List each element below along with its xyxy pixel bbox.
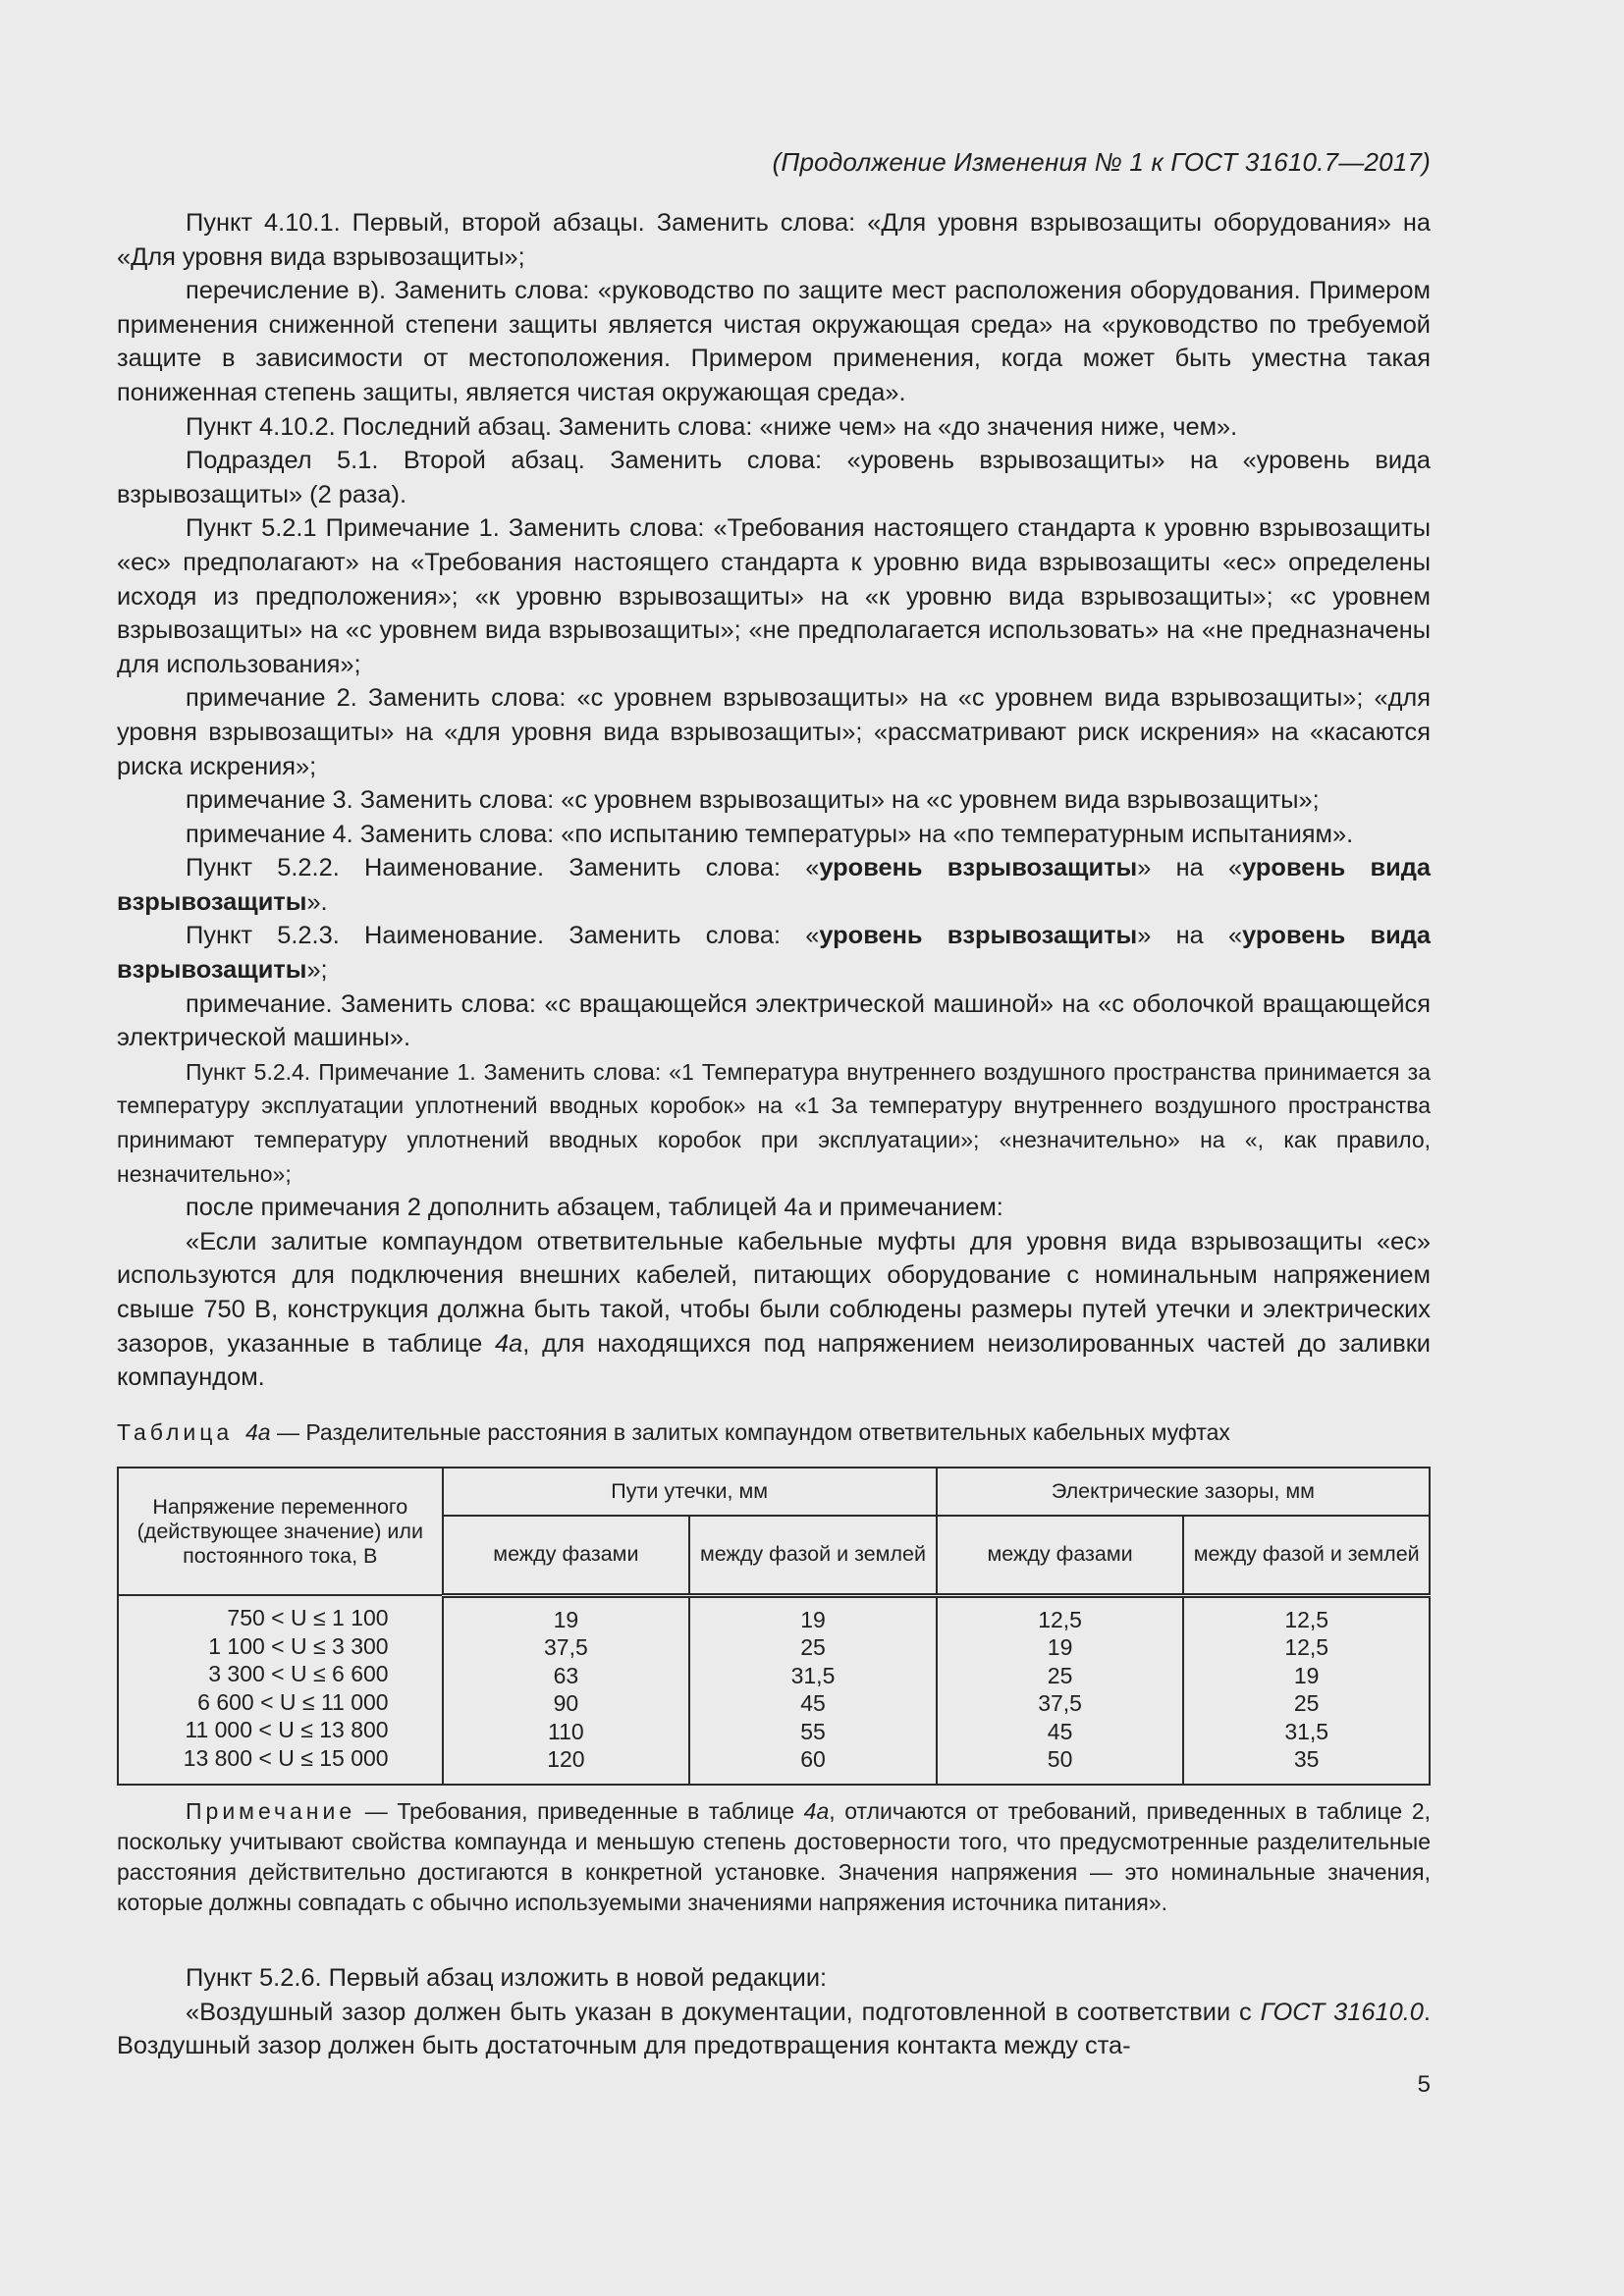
voltage-column [118, 1595, 443, 1785]
cell-clearance-phase-ground: 35 [1293, 1746, 1320, 1773]
text-run: Пункт 5.2.2. Наименование. Заменить слова: « [186, 854, 820, 882]
cell-creepage-phases: 19 [553, 1606, 579, 1632]
page-number: 5 [1417, 2071, 1431, 2098]
header-creepage-phase-ground: между фазой и землей [689, 1516, 937, 1595]
text-run: «Если залитые компаундом ответвительные кабельные муфты для уровня вида взрывозащиты «ес» используются для подключения внешних кабелей, питающих оборудование с номинальным напряжением свыше 750 В, конструкция должна быть такой, чтобы были соблюдены размеры путей утечки и электрических зазоров, указанные в таблице [117, 1227, 1431, 1358]
cell-clearance-phase-ground: 12,5 [1284, 1606, 1329, 1632]
creepage-phase-ground-column [689, 1595, 937, 1785]
table-header-row [118, 1468, 1430, 1516]
header-creepage-phases: между фазами [443, 1516, 690, 1595]
cell-clearance-phases: 12,5 [1038, 1606, 1082, 1632]
text-run: » на « [1137, 922, 1243, 950]
text-run: . Воздушный зазор должен быть достаточным для предотвращения контакта между ста- [117, 1998, 1431, 2060]
cell-creepage-phase-ground: 60 [800, 1746, 826, 1773]
cell-voltage: 11 000 < U ≤ 13 800 [185, 1717, 389, 1743]
table-number: 4а [244, 1419, 271, 1445]
text-run: «Воздушный зазор должен быть указан в документации, подготовленной в соответствии с [186, 1998, 1261, 2026]
paragraph: примечание 4. Заменить слова: «по испытанию температуры» на «по температурным испытаниям». [186, 820, 1354, 848]
paragraph: примечание 3. Заменить слова: «с уровнем взрывозащиты» на «с уровнем вида взрывозащиты»; [186, 786, 1320, 815]
paragraph: перечисление в). Заменить слова: «руководство по защите мест расположения оборудования. Примером применения сниженной степени защиты является чистая окружающая среда» на «руководство по требуемой защите в зависимости от местоположения. Примером применения, когда может быть уместна такая пониженная степень защиты, является чистая окружающая среда». [117, 277, 1431, 406]
cell-creepage-phase-ground: 45 [800, 1690, 826, 1717]
bold-text: уровень вида взрывозащиты [117, 854, 1431, 916]
cell-creepage-phases: 120 [547, 1746, 585, 1773]
table-title: — Разделительные расстояния в залитых компаундом ответвительных кабельных муфтах [270, 1419, 1230, 1445]
cell-clearance-phases: 19 [1047, 1634, 1073, 1661]
text-run: , для находящихся под напряжением неизолированных частей до заливки компаундом. [117, 1329, 1431, 1392]
paragraph: Пункт 4.10.2. Последний абзац. Заменить слова: «ниже чем» на «до значения ниже, чем». [186, 412, 1238, 441]
paragraph [117, 1996, 1431, 2063]
paragraph: Пункт 5.2.1 Примечание 1. Заменить слова: «Требования настоящего стандарта к уровню взрывозащиты «ес» предполагают» на «Требования настоящего стандарта к уровню вида взрывозащиты «ес» определены исходя из предположения»; «к уровню взрывозащиты» на «к уровню вида взрывозащиты»; «с уровнем взрывозащиты» на «с уровнем вида взрывозащиты»; «не предполагается использовать» на «не предназначены для использования»; [117, 514, 1431, 678]
document-page [117, 0, 1431, 2296]
cell-creepage-phases: 110 [548, 1718, 584, 1744]
paragraph: Пункт 4.10.1. Первый, второй абзацы. Заменить слова: «Для уровня взрывозащиты оборудования» на «Для уровня вида взрывозащиты»; [117, 209, 1431, 271]
table-label: Таблица [117, 1419, 234, 1445]
separation-distances-table [117, 1467, 1431, 1786]
cell-voltage: 750 < U ≤ 1 100 [227, 1605, 389, 1630]
cell-creepage-phase-ground: 25 [800, 1634, 826, 1661]
note-paragraph [117, 1796, 1431, 1918]
italic-text: 4а [494, 1329, 523, 1358]
clearance-phase-ground-column [1183, 1595, 1430, 1785]
cell-clearance-phase-ground: 12,5 [1284, 1634, 1329, 1661]
paragraph: после примечания 2 дополнить абзацем, таблицей 4а и примечанием: [186, 1194, 1003, 1222]
cell-clearance-phase-ground: 31,5 [1284, 1718, 1329, 1744]
paragraph: Пункт 5.2.6. Первый абзац изложить в новой редакции: [186, 1964, 828, 1992]
creepage-phases-column [443, 1595, 690, 1785]
paragraph [117, 1225, 1431, 1395]
cell-creepage-phases: 37,5 [544, 1634, 588, 1661]
cell-clearance-phases: 37,5 [1038, 1690, 1082, 1717]
cell-creepage-phase-ground: 19 [800, 1606, 826, 1632]
paragraph: примечание. Заменить слова: «с вращающейся электрической машиной» на «с оболочкой вращающейся электрической машины». [117, 989, 1431, 1052]
document-body [117, 206, 1431, 1395]
text-run: »; [306, 956, 328, 985]
paragraph: Подраздел 5.1. Второй абзац. Заменить слова: «уровень взрывозащиты» на «уровень вида взрывозащиты» (2 раза). [117, 447, 1431, 508]
header-clearance-phase-ground: между фазой и землей [1183, 1516, 1430, 1595]
cell-voltage: 13 800 < U ≤ 15 000 [183, 1744, 389, 1771]
table-body [118, 1595, 1430, 1785]
text-run: — Требования, приведенные в таблице [355, 1798, 804, 1824]
text-run: Пункт 5.2.3. Наименование. Заменить слова: « [186, 922, 820, 950]
italic-text: 4а [803, 1798, 830, 1824]
cell-voltage: 6 600 < U ≤ 11 000 [197, 1688, 389, 1715]
bold-text: уровень вида взрывозащиты [117, 922, 1431, 985]
cell-clearance-phases: 25 [1047, 1662, 1073, 1688]
text-run: » на « [1137, 854, 1243, 882]
cell-creepage-phase-ground: 31,5 [790, 1662, 836, 1688]
clearance-phases-column [937, 1595, 1184, 1785]
cell-creepage-phases: 90 [553, 1690, 579, 1717]
cell-clearance-phases: 50 [1047, 1746, 1073, 1773]
cell-voltage: 1 100 < U ≤ 3 300 [208, 1632, 389, 1659]
header-creepage: Пути утечки, мм [443, 1468, 937, 1516]
bold-text: уровень взрывозащиты [819, 922, 1138, 950]
page-header: (Продолжение Изменения № 1 к ГОСТ 31610.7—2017) [772, 147, 1431, 177]
header-clearance: Электрические зазоры, мм [937, 1468, 1430, 1516]
cell-clearance-phase-ground: 25 [1293, 1690, 1320, 1717]
table-note [117, 1796, 1431, 1918]
italic-text: ГОСТ 31610.0 [1260, 1998, 1424, 2026]
bold-text: уровень взрывозащиты [819, 854, 1138, 882]
cell-creepage-phases: 63 [553, 1662, 579, 1688]
paragraph: Пункт 5.2.4. Примечание 1. Заменить слова: «1 Температура внутреннего воздушного пространства принимается за температуру эксплуатации уплотнений вводных коробок» на «1 За температуру внутреннего воздушного пространства принимают температуру уплотнений вводных коробок при эксплуатации»; «незначительно» на «, как правило, незначительно»; [117, 1058, 1431, 1187]
text-run: , отличаются от требований, приведенных в таблице 2, поскольку учитывают свойства компаунда и меньшую степень достоверности того, что предусмотренные разделительные расстояния действительно достигаются в конкретной установке. Значения напряжения — это номинальные значения, которые должны совпадать с обычно используемыми значениями напряжения источника питания». [117, 1798, 1431, 1915]
text-run: ». [306, 887, 328, 916]
paragraph [117, 919, 1431, 987]
cell-clearance-phases: 45 [1047, 1718, 1073, 1744]
paragraph [117, 851, 1431, 919]
document-body-continued [117, 1961, 1431, 2063]
header-clearance-phases: между фазами [937, 1516, 1184, 1595]
cell-creepage-phase-ground: 55 [800, 1718, 826, 1744]
note-label: Примечание [186, 1798, 356, 1824]
paragraph: примечание 2. Заменить слова: «с уровнем взрывозащиты» на «с уровнем вида взрывозащиты»; «для уровня взрывозащиты» на «для уровня вида взрывозащиты»; «рассматривают риск искрения» на «касаются риска искрения»; [117, 684, 1431, 780]
cell-clearance-phase-ground: 19 [1293, 1662, 1320, 1688]
table-caption [117, 1416, 1431, 1448]
cell-voltage: 3 300 < U ≤ 6 600 [208, 1661, 389, 1687]
header-voltage: Напряжение переменного (действующее значение) или постоянного тока, В [118, 1468, 443, 1595]
